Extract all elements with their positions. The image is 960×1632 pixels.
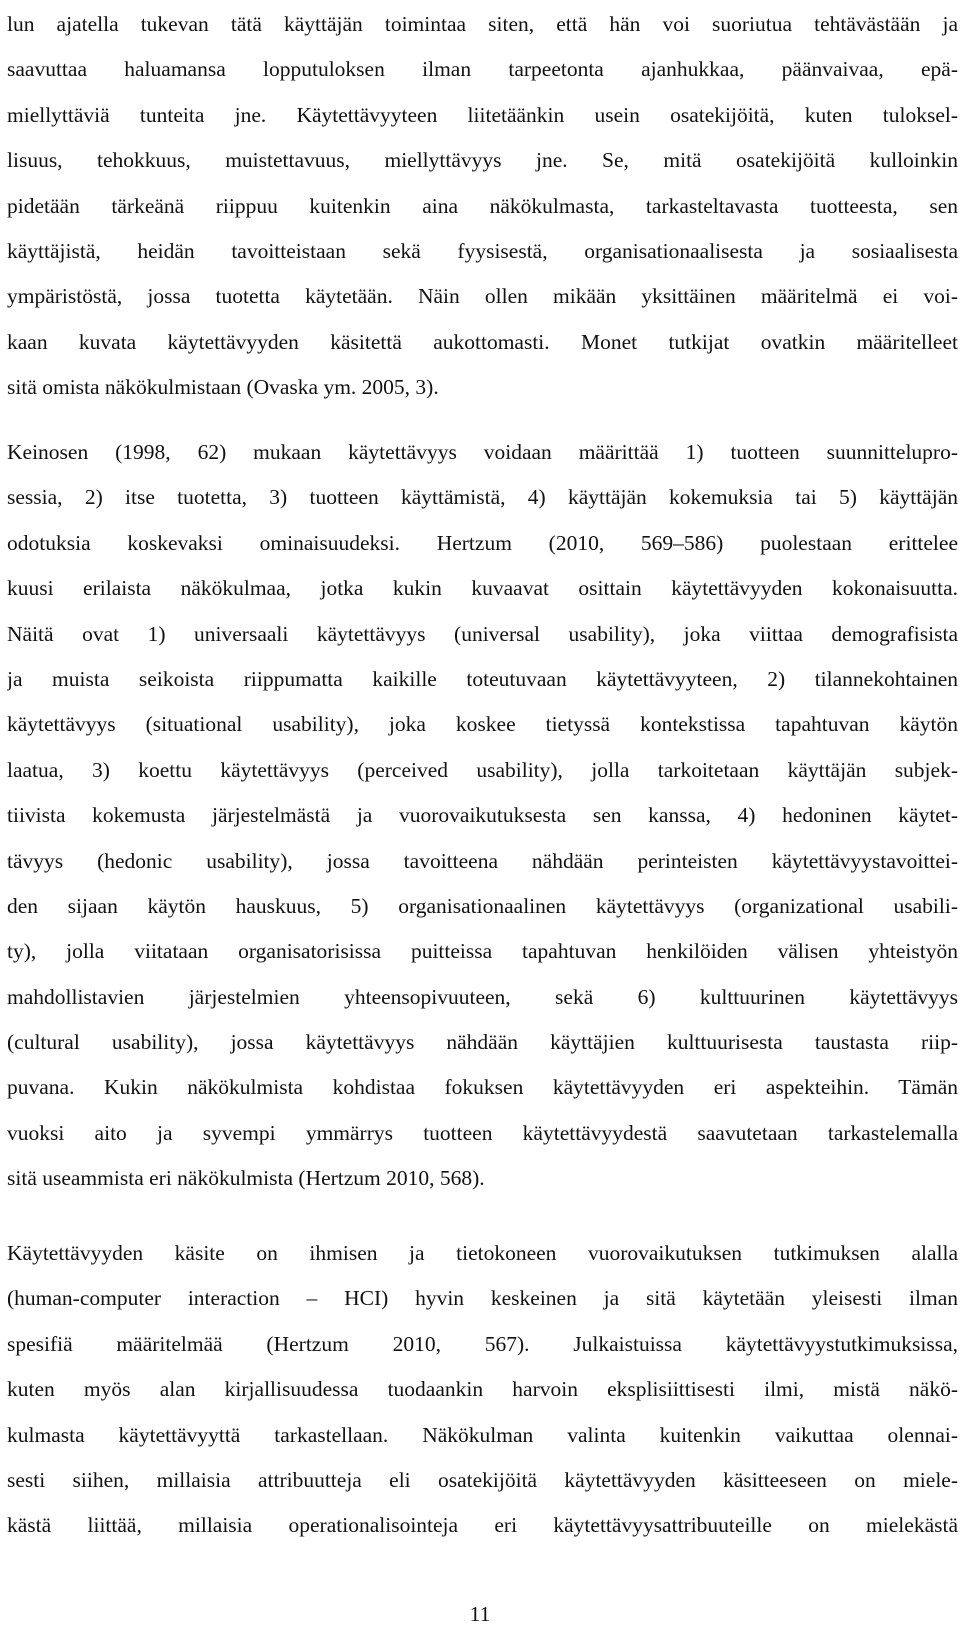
text-line: tiivista kokemusta järjestelmästä ja vuorovaikutuksesta sen kanssa, 4) hedoninen käytet- [7, 803, 958, 828]
text-line: sitä omista näkökulmistaan (Ovaska ym. 2005, 3). [7, 375, 439, 400]
page-number: 11 [469, 1602, 491, 1626]
text-line: kuten myös alan kirjallisuudessa tuodaankin harvoin eksplisiittisesti ilmi, mistä näkö- [7, 1377, 958, 1402]
text-line: sitä useammista eri näkökulmista (Hertzum 2010, 568). [7, 1166, 485, 1191]
text-line: käyttäjistä, heidän tavoitteistaan sekä fyysisestä, organisationaalisesta ja sosiaalisesta [7, 238, 958, 263]
text-line: kästä liittää, millaisia operationalisointeja eri käytettävyysattribuuteille on mielekästä [7, 1513, 958, 1538]
paragraph-usability-perspectives [7, 430, 958, 1202]
text-line: sesti siihen, millaisia attribuutteja eli osatekijöitä käytettävyyden käsitteeseen on miele- [7, 1467, 958, 1492]
text-line: lun ajatella tukevan tätä käyttäjän toimintaa siten, että hän voi suoriutua tehtävästään ja [7, 12, 958, 36]
text-line: pidetään tärkeänä riippuu kuitenkin aina näkökulmasta, tarkasteltavasta tuotteesta, sen [7, 193, 958, 218]
text-line: vuoksi aito ja syvempi ymmärrys tuotteen käytettävyydestä saavutetaan tarkastelemalla [7, 1120, 958, 1145]
text-line: ty), jolla viitataan organisatorisissa puitteissa tapahtuvan henkilöiden välisen yhteistyön [7, 939, 958, 964]
text-line: tävyys (hedonic usability), jossa tavoitteena nähdään perinteisten käytettävyystavoittei- [7, 848, 958, 873]
text-line: ja muista seikoista riippumatta kaikille toteutuvaan käytettävyyteen, 2) tilannekohtainen [7, 666, 958, 691]
text-line: den sijaan käytön hauskuus, 5) organisationaalinen käytettävyys (organizational usabili- [7, 893, 958, 918]
text-line: kulmasta käytettävyyttä tarkastellaan. Näkökulman valinta kuitenkin vaikuttaa olennai- [7, 1422, 958, 1447]
text-line: puvana. Kukin näkökulmista kohdistaa fokuksen käytettävyyden eri aspekteihin. Tämän [7, 1075, 958, 1100]
text-line: käytettävyys (situational usability), joka koskee tietyssä kontekstissa tapahtuvan käytön [7, 712, 958, 737]
text-line: mahdollistavien järjestelmien yhteensopivuuteen, sekä 6) kulttuurinen käytettävyys [7, 984, 958, 1009]
text-line: ympäristöstä, jossa tuotetta käytetään. Näin ollen mikään yksittäinen määritelmä ei voi- [7, 284, 958, 309]
text-line: (cultural usability), jossa käytettävyys nähdään käyttäjien kulttuurisesta taustasta riip- [7, 1030, 958, 1055]
text-line: Käytettävyyden käsite on ihmisen ja tietokoneen vuorovaikutuksen tutkimuksen alalla [7, 1241, 958, 1265]
paragraph-usability-definition [7, 2, 958, 411]
text-line: Näitä ovat 1) universaali käytettävyys (universal usability), joka viittaa demografisista [7, 621, 958, 646]
text-line: saavuttaa haluamansa lopputuloksen ilman tarpeetonta ajanhukkaa, päänvaivaa, epä- [7, 57, 958, 82]
text-line: laatua, 3) koettu käytettävyys (perceived usability), jolla tarkoitetaan käyttäjän subjek- [7, 757, 958, 782]
text-line: spesifiä määritelmää (Hertzum 2010, 567). Julkaistuissa käytettävyystutkimuksissa, [7, 1331, 958, 1356]
paragraph-hci-context [7, 1231, 958, 1549]
text-line: miellyttäviä tunteita jne. Käytettävyyteen liitetäänkin usein osatekijöitä, kuten tuloksel- [7, 102, 958, 127]
text-line: sessia, 2) itse tuotetta, 3) tuotteen käyttämistä, 4) käyttäjän kokemuksia tai 5) käyttäjän [7, 485, 958, 510]
text-line: odotuksia koskevaksi ominaisuudeksi. Hertzum (2010, 569–586) puolestaan erittelee [7, 530, 958, 555]
text-line: kaan kuvata käytettävyyden käsitettä aukottomasti. Monet tutkijat ovatkin määritelleet [7, 329, 958, 354]
text-line: lisuus, tehokkuus, muistettavuus, miellyttävyys jne. Se, mitä osatekijöitä kulloinkin [7, 148, 958, 173]
text-line: kuusi erilaista näkökulmaa, jotka kukin kuvaavat osittain käytettävyyden kokonaisuutta. [7, 576, 958, 601]
text-line: (human-computer interaction – HCI) hyvin keskeinen ja sitä käytetään yleisesti ilman [7, 1286, 958, 1311]
text-line: Keinosen (1998, 62) mukaan käytettävyys voidaan määrittää 1) tuotteen suunnittelupro- [7, 440, 958, 464]
